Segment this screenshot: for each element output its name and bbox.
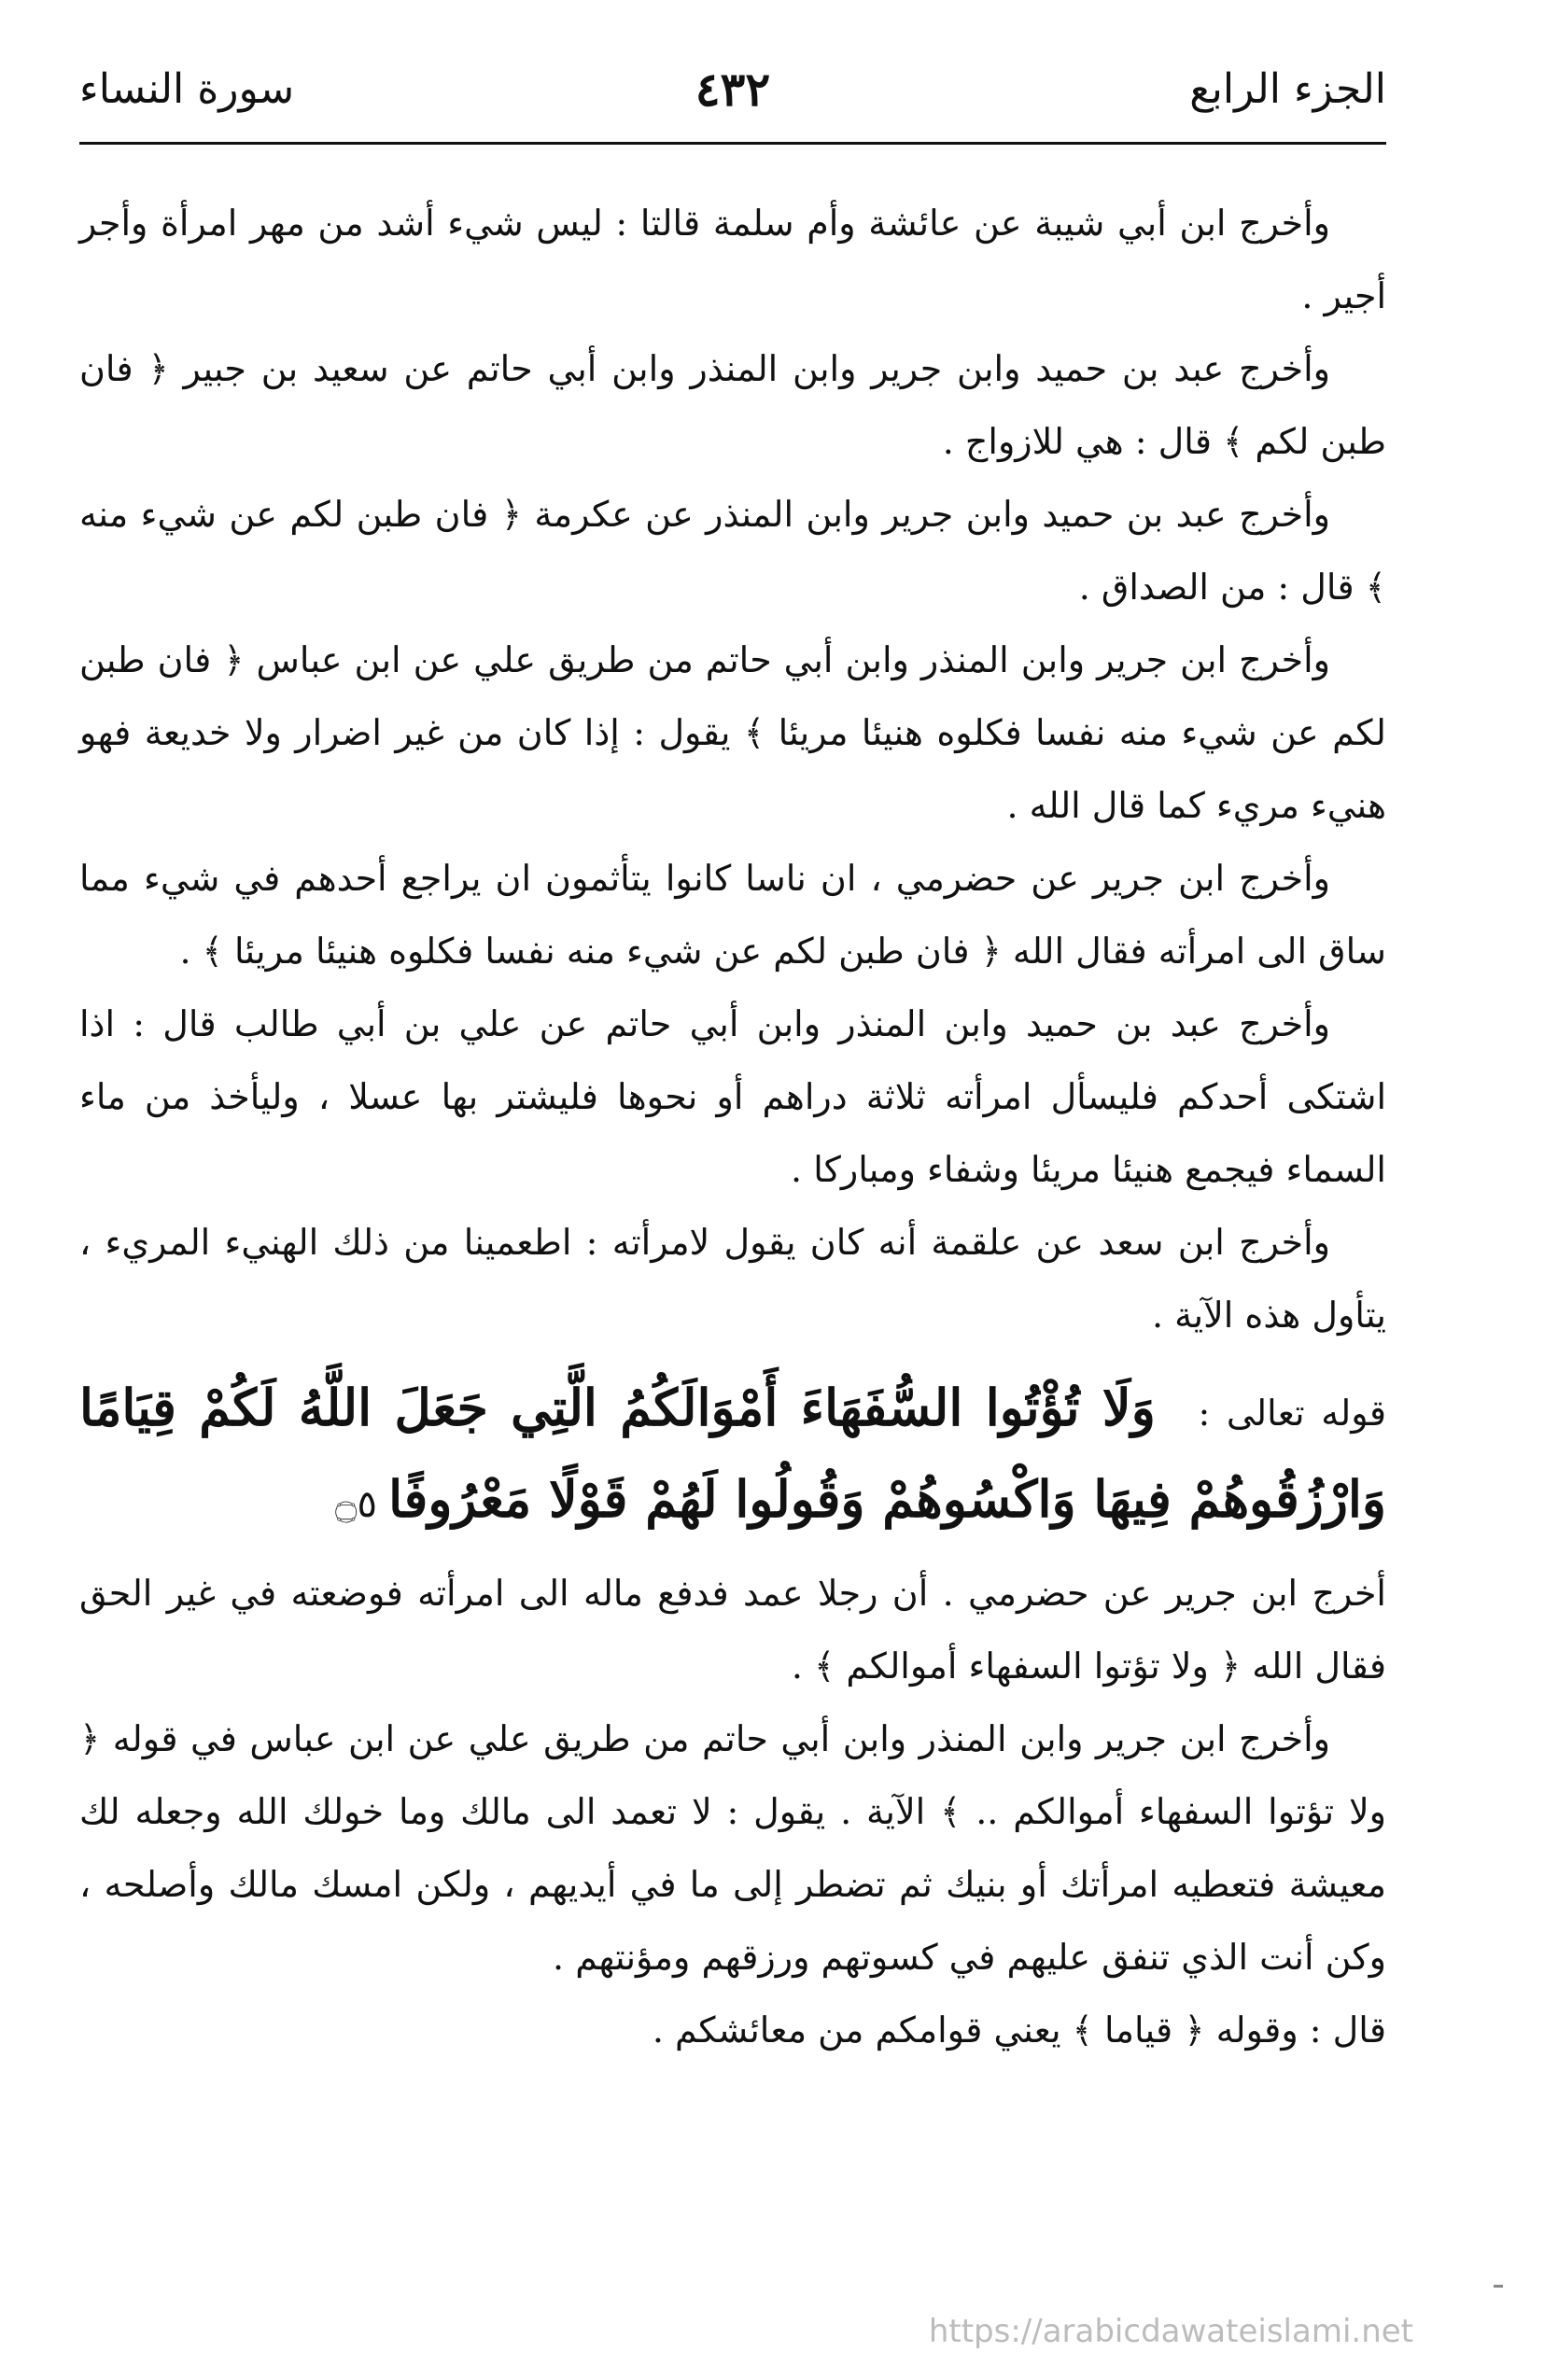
- paragraph: وأخرج ابن جرير وابن المنذر وابن أبي حاتم من طريق علي عن ابن عباس ﴿ فان طبن لكم عن شيء منه نفسا فكلوه هنيئا مريئا ﴾ يقول : إذا كان من غير اضرار ولا خديعة فهو هنيء مريء كما قال الله .: [79, 639, 1386, 826]
- paragraph: وأخرج عبد بن حميد وابن المنذر وابن أبي حاتم عن علي بن أبي طالب قال : اذا اشتكى أحدكم فليسأل امرأته ثلاثة دراهم أو نحوها فليشتر بها عسلا ، وليأخذ من ماء السماء فيجمع هنيئا مريئا وشفاء ومباركا .: [79, 1003, 1386, 1190]
- commentary-paragraph: وأخرج ابن جرير وابن المنذر وابن أبي حاتم من طريق علي عن ابن عباس في قوله ﴿ ولا تؤتوا السفهاء أموالكم .. ﴾ الآية . يقول : لا تعمد الى مالك وما خولك الله وجعله لك معيشة فتعطيه امرأتك أو بنيك ثم تضطر إلى ما في أيديهم ، ولكن امسك مالك وأصلحه ، وكن أنت الذي تنفق عليهم في كسوتهم ورزقهم ومؤنتهم .: [79, 1718, 1386, 1978]
- paragraph: وأخرج ابن أبي شيبة عن عائشة وأم سلمة قالتا : ليس شيء أشد من مهر امرأة وأجر أجير .: [79, 203, 1386, 316]
- ayah-end-marker: ۝٥: [335, 1483, 377, 1526]
- page-number: ٤٣٢: [695, 62, 771, 117]
- running-header: [79, 56, 1386, 140]
- verse-intro: قوله تعالى :: [1198, 1393, 1386, 1434]
- paragraph: وأخرج ابن جرير عن حضرمي ، ان ناسا كانوا يتأثمون ان يراجع أحدهم في شيء مما ساق الى امرأته فقال الله ﴿ فان طبن لكم عن شيء منه نفسا فكلوه هنيئا مريئا ﴾ .: [79, 858, 1386, 972]
- paragraph: وأخرج ابن سعد عن علقمة أنه كان يقول لامرأته : اطعمينا من ذلك الهنيء المريء ، يتأول هذه الآية .: [79, 1222, 1386, 1336]
- volume-label: الجزء الرابع: [1189, 65, 1386, 113]
- commentary-paragraph: أخرج ابن جرير عن حضرمي . أن رجلا عمد فدفع ماله الى امرأته فوضعته في غير الحق فقال الله ﴿ ولا تؤتوا السفهاء أموالكم ﴾ .: [79, 1573, 1386, 1687]
- commentary-paragraph: قال : وقوله ﴿ قياما ﴾ يعني قوامكم من معائشكم .: [652, 2009, 1386, 2051]
- quran-verse-text: وَلَا تُؤْتُوا السُّفَهَاءَ أَمْوَالَكُمُ الَّتِي جَعَلَ اللَّهُ لَكُمْ قِيَامًا وَارْزُقُوهُمْ فِيهَا وَاكْسُوهُمْ وَقُولُوا لَهُمْ قَوْلًا مَعْرُوفًا: [79, 1378, 1386, 1529]
- page-body: [79, 187, 1386, 2066]
- quran-verse-block: [79, 1365, 1386, 1547]
- paragraph: وأخرج عبد بن حميد وابن جرير وابن المنذر عن عكرمة ﴿ فان طبن لكم عن شيء منه ﴾ قال : من الصداق .: [79, 494, 1386, 608]
- header-divider: [79, 142, 1386, 145]
- margin-mark: [1494, 2285, 1503, 2288]
- surah-label: سورة النساء: [79, 65, 295, 113]
- paragraph: وأخرج عبد بن حميد وابن جرير وابن المنذر وابن أبي حاتم عن سعيد بن جبير ﴿ فان طبن لكم ﴾ قال : هي للازواج .: [79, 348, 1386, 462]
- watermark-url: https://arabicdawateislami.net: [928, 2313, 1413, 2350]
